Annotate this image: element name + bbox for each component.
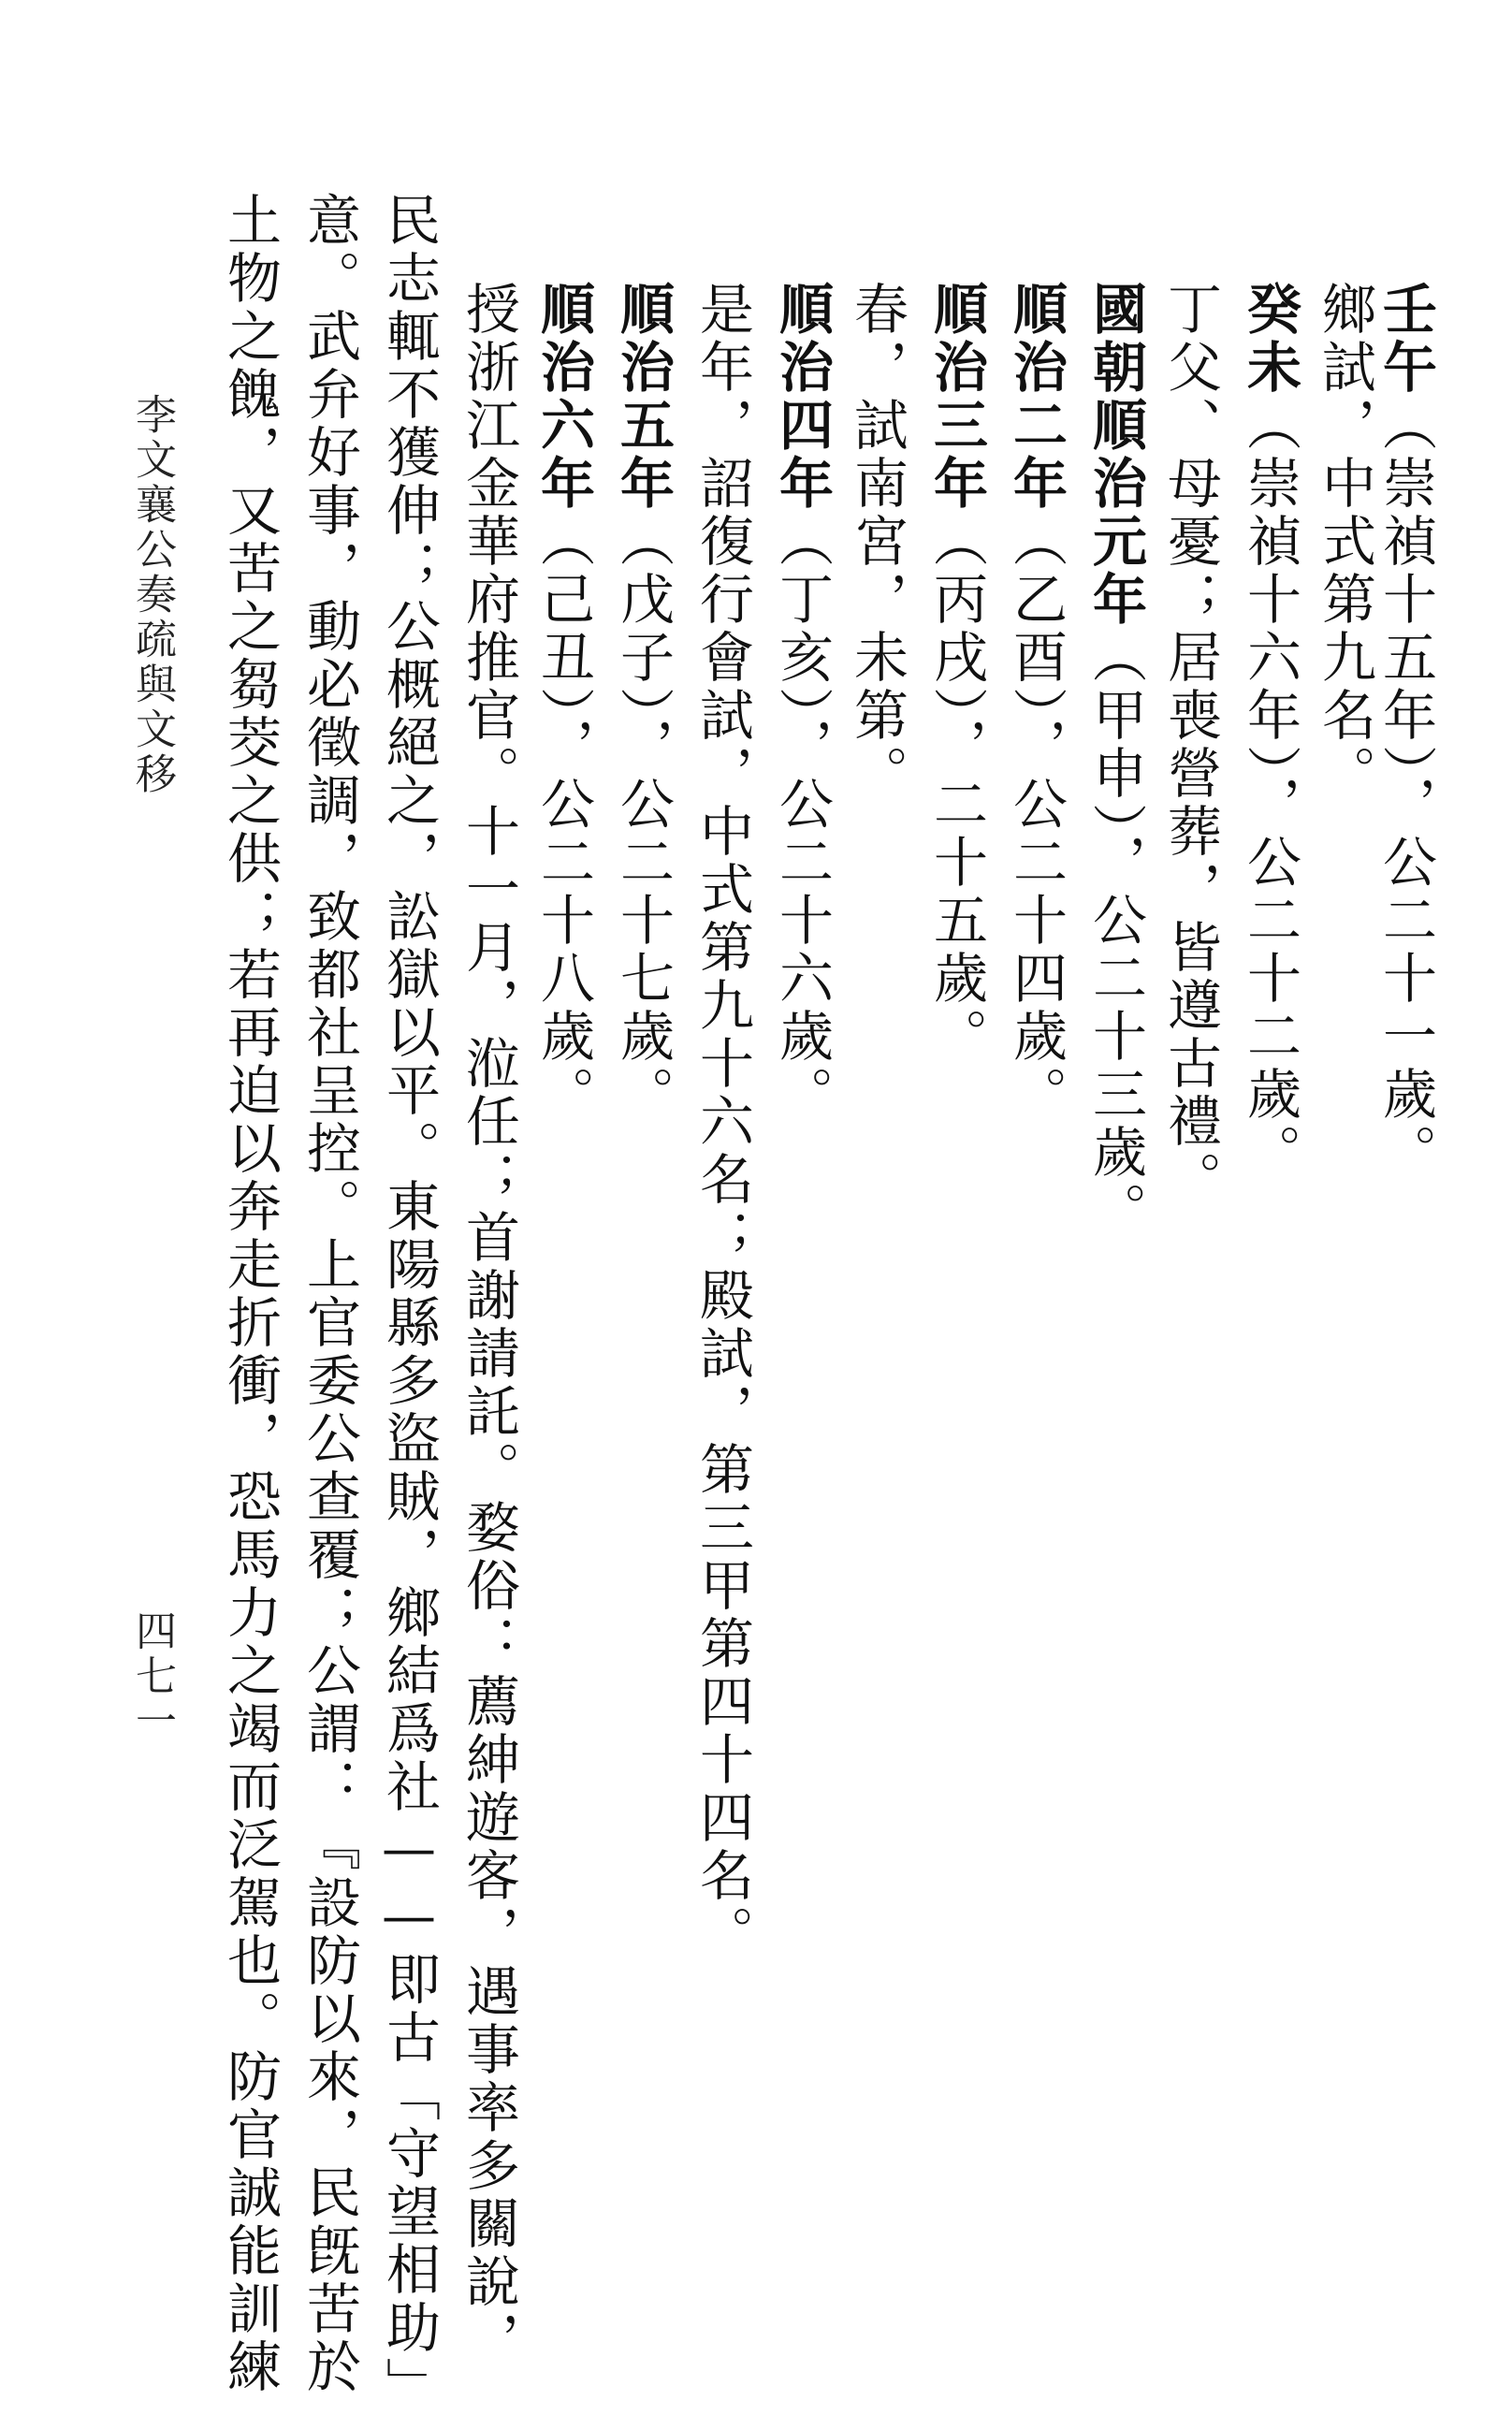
year-heading: 壬午 xyxy=(1374,281,1437,397)
column-text: （丙戌），二十五歲。 xyxy=(924,513,988,1066)
text-column xyxy=(1085,281,1145,1240)
column-text: 民志輒不獲伸；公概絕之，訟獄以平。東陽縣多盜賊，鄉結爲社——即古「守望相助」 xyxy=(377,192,441,2415)
year-heading: 國朝順治元年 xyxy=(1083,281,1147,629)
text-column xyxy=(299,192,359,2396)
text-column xyxy=(1375,281,1435,1182)
column-text: （丁亥），公二十六歲。 xyxy=(770,513,834,1124)
text-column xyxy=(220,192,280,2396)
text-column xyxy=(458,281,518,2369)
column-text: 授浙江金華府推官。十一月，涖任；首謝請託。婺俗：薦紳遊客，遇事率多關說， xyxy=(457,281,520,2369)
year-heading: 順治三年 xyxy=(924,281,988,513)
text-column xyxy=(692,281,752,1963)
text-column xyxy=(926,281,986,1066)
text-column xyxy=(772,281,832,1124)
text-column xyxy=(847,281,907,803)
column-text: （崇禎十六年），公二十二歲。 xyxy=(1238,397,1301,1182)
column-text: 丁父、母憂；居喪營葬，皆遵古禮。 xyxy=(1158,281,1222,1209)
text-column xyxy=(613,281,673,1124)
column-text: 土物之餽，又苦之芻茭之供；若再迫以奔走折衝，恐馬力之竭而泛駕也。防官誠能訓練 xyxy=(218,192,282,2396)
column-text: 是年，詔復行會試，中式第九十六名；殿試，第三甲第四十四名。 xyxy=(691,281,754,1963)
column-text: （己丑），公二十八歲。 xyxy=(531,513,595,1124)
year-heading: 順治五年 xyxy=(611,281,675,513)
year-heading: 癸未 xyxy=(1238,281,1301,397)
year-heading: 順治四年 xyxy=(770,281,834,513)
text-column xyxy=(1160,281,1220,1209)
text-column xyxy=(1315,281,1374,803)
column-text: （乙酉），公二十四歲。 xyxy=(1004,513,1068,1124)
year-heading: 順治六年 xyxy=(531,281,595,513)
column-text: 春，試南宮，未第。 xyxy=(845,281,909,803)
column-text: （崇禎十五年），公二十一歲。 xyxy=(1374,397,1437,1182)
text-column xyxy=(533,281,593,1124)
text-column xyxy=(1240,281,1300,1182)
column-text: （甲申），公二十三歲。 xyxy=(1083,629,1147,1240)
column-text: （戊子），公二十七歲。 xyxy=(611,513,675,1124)
text-column xyxy=(379,192,439,2415)
column-text: 鄉試，中式第九名。 xyxy=(1313,281,1376,803)
year-heading: 順治二年 xyxy=(1004,281,1068,513)
text-column xyxy=(1006,281,1066,1124)
page-number: 四七一 xyxy=(128,1609,176,1744)
running-title: 李文襄公奏疏與文移 xyxy=(128,393,176,797)
column-text: 意。武弁好事，動必徵調，致都社呈控。上官委公查覆；公謂：『設防以來，民旣苦於 xyxy=(298,192,361,2396)
